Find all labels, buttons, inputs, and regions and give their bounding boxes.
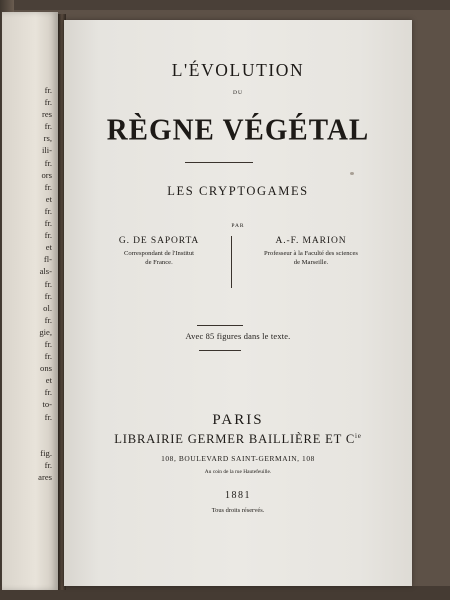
author-desc-line: de France. bbox=[145, 259, 173, 266]
title-rule bbox=[185, 162, 253, 163]
author-marion bbox=[236, 236, 386, 267]
author-divider bbox=[231, 236, 232, 288]
left-line: et bbox=[45, 375, 52, 386]
left-line: fr. bbox=[44, 290, 52, 301]
left-line: fr. bbox=[44, 218, 52, 229]
left-line: als- bbox=[39, 266, 52, 277]
author-name: G. DE SAPORTA bbox=[118, 236, 200, 246]
author-desc-line: Professeur à la Faculté des sciences bbox=[264, 250, 358, 257]
left-line: fr. bbox=[44, 314, 52, 325]
left-line: fr. bbox=[44, 278, 52, 289]
left-line: fr. bbox=[44, 338, 52, 349]
left-line: fr. bbox=[44, 181, 52, 192]
left-line: fr. bbox=[44, 205, 52, 216]
publisher-name: LIBRAIRIE GERMER BAILLIÈRE ET C bbox=[114, 432, 356, 446]
imprint-publisher bbox=[64, 432, 412, 447]
left-line: ons bbox=[40, 363, 52, 374]
author-name: A.-F. MARION bbox=[275, 236, 347, 246]
title-du: DU bbox=[233, 90, 243, 96]
title-line-evolution: L'ÉVOLUTION bbox=[171, 60, 305, 80]
left-line: fr. bbox=[44, 121, 52, 132]
figures-note: Avec 85 figures dans le texte. bbox=[185, 332, 291, 341]
table-background-top bbox=[0, 0, 450, 10]
left-line: fr. bbox=[44, 387, 52, 398]
author-desc-line: Correspondant de l'Institut bbox=[123, 250, 195, 257]
subtitle: LES CRYPTOGAMES bbox=[167, 184, 309, 198]
left-line: fr. bbox=[44, 157, 52, 168]
imprint-year: 1881 bbox=[225, 490, 251, 501]
table-background-bottom bbox=[0, 586, 450, 600]
title-line-regne-vegetal: RÈGNE VÉGÉTAL bbox=[106, 113, 370, 147]
left-line: to- bbox=[42, 399, 52, 410]
figures-rule-top bbox=[197, 325, 243, 326]
left-line: fr. bbox=[44, 411, 52, 422]
publisher-superscript: ie bbox=[355, 432, 362, 440]
left-line: fr. bbox=[44, 230, 52, 241]
left-facing-page bbox=[2, 12, 58, 590]
left-line: rs, bbox=[43, 133, 52, 144]
left-line: et bbox=[45, 193, 52, 204]
imprint-address-note: Au coin de la rue Hautefeuille. bbox=[204, 469, 272, 475]
figures-rule-bottom bbox=[199, 350, 241, 351]
left-line: fr. bbox=[44, 351, 52, 362]
left-line: res bbox=[41, 109, 52, 120]
title-page bbox=[64, 20, 412, 586]
left-line: gie, bbox=[39, 326, 52, 337]
left-line: fr. bbox=[44, 459, 52, 470]
left-line: fr. bbox=[44, 85, 52, 95]
author-saporta bbox=[84, 236, 234, 267]
author-description bbox=[236, 249, 386, 267]
par-label: PAR bbox=[231, 223, 245, 229]
imprint-city: PARIS bbox=[212, 412, 264, 428]
left-line: fig. bbox=[40, 447, 52, 458]
left-line: ors bbox=[41, 169, 52, 180]
left-line: et bbox=[45, 242, 52, 253]
left-line: ol. bbox=[43, 302, 52, 313]
left-line: ares bbox=[38, 471, 52, 482]
ink-spot bbox=[350, 172, 354, 175]
left-page-text bbox=[38, 84, 52, 483]
left-line: fr. bbox=[44, 97, 52, 108]
author-description bbox=[84, 249, 234, 267]
author-desc-line: de Marseille. bbox=[293, 259, 329, 266]
imprint-address: 108, BOULEVARD SAINT-GERMAIN, 108 bbox=[161, 454, 315, 463]
left-line: fl- bbox=[43, 254, 52, 265]
left-line: ili- bbox=[41, 145, 52, 156]
rights-notice: Tous droits réservés. bbox=[211, 507, 265, 514]
